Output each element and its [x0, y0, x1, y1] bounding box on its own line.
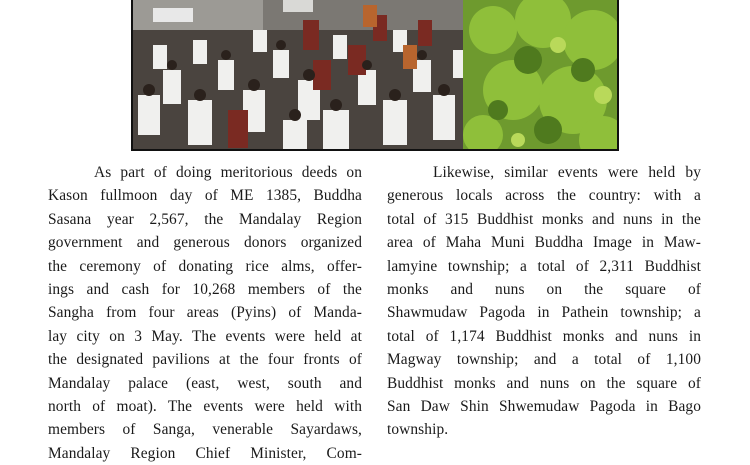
article-line: Kason fullmoon day of ME 1385, Buddha — [48, 187, 362, 205]
article-line: area of Maha Muni Buddha Image in Maw- — [387, 234, 701, 252]
article-line: Magway township; and a total of 1,100 — [387, 351, 701, 369]
article-line: generous locals across the country: with a — [387, 187, 701, 205]
article-line: the ceremony of donating rice alms, offer- — [48, 257, 362, 275]
article-line: monks and nuns on the square of — [387, 281, 701, 299]
article-line: government and generous donors organized — [48, 234, 362, 252]
article-line: Sangha from four areas (Pyins) of Manda- — [48, 304, 362, 322]
article-line: the designated pavilions at the four fronts of — [48, 351, 362, 369]
article-line: Sasana year 2,567, the Mandalay Region — [48, 210, 362, 228]
article-line: ings and cash for 10,268 members of the — [48, 281, 362, 299]
article-line: total of 315 Buddhist monks and nuns in the — [387, 210, 701, 228]
article-line: north of moat). The events were held with — [48, 398, 362, 416]
crowd-photo-illustration — [133, 0, 619, 151]
article-line: As part of doing meritorious deeds on — [94, 164, 362, 181]
article-line: township. — [387, 421, 449, 439]
article-line: Buddhist monks and nuns on the square of — [387, 374, 701, 392]
article-left-column — [48, 161, 362, 465]
article-line: lamyine township; a total of 2,311 Buddhist — [387, 257, 701, 275]
crowd-photo — [131, 0, 619, 151]
article-line: Mandalay palace (east, west, south and — [48, 374, 362, 392]
article-line: Likewise, similar events were held by — [433, 164, 701, 181]
article-line: Shawmudaw Pagoda in Pathein township; a — [387, 304, 701, 322]
article-line: San Daw Shin Shwemudaw Pagoda in Bago — [387, 398, 701, 416]
article-line: lay city on 3 May. The events were held at — [48, 327, 362, 345]
article-line: Mandalay Region Chief Minister, Com- — [48, 444, 362, 462]
article-line: total of 1,174 Buddhist monks and nuns in — [387, 327, 701, 345]
article-right-column — [387, 161, 701, 442]
article-line: members of Sanga, venerable Sayardaws, — [48, 421, 362, 439]
